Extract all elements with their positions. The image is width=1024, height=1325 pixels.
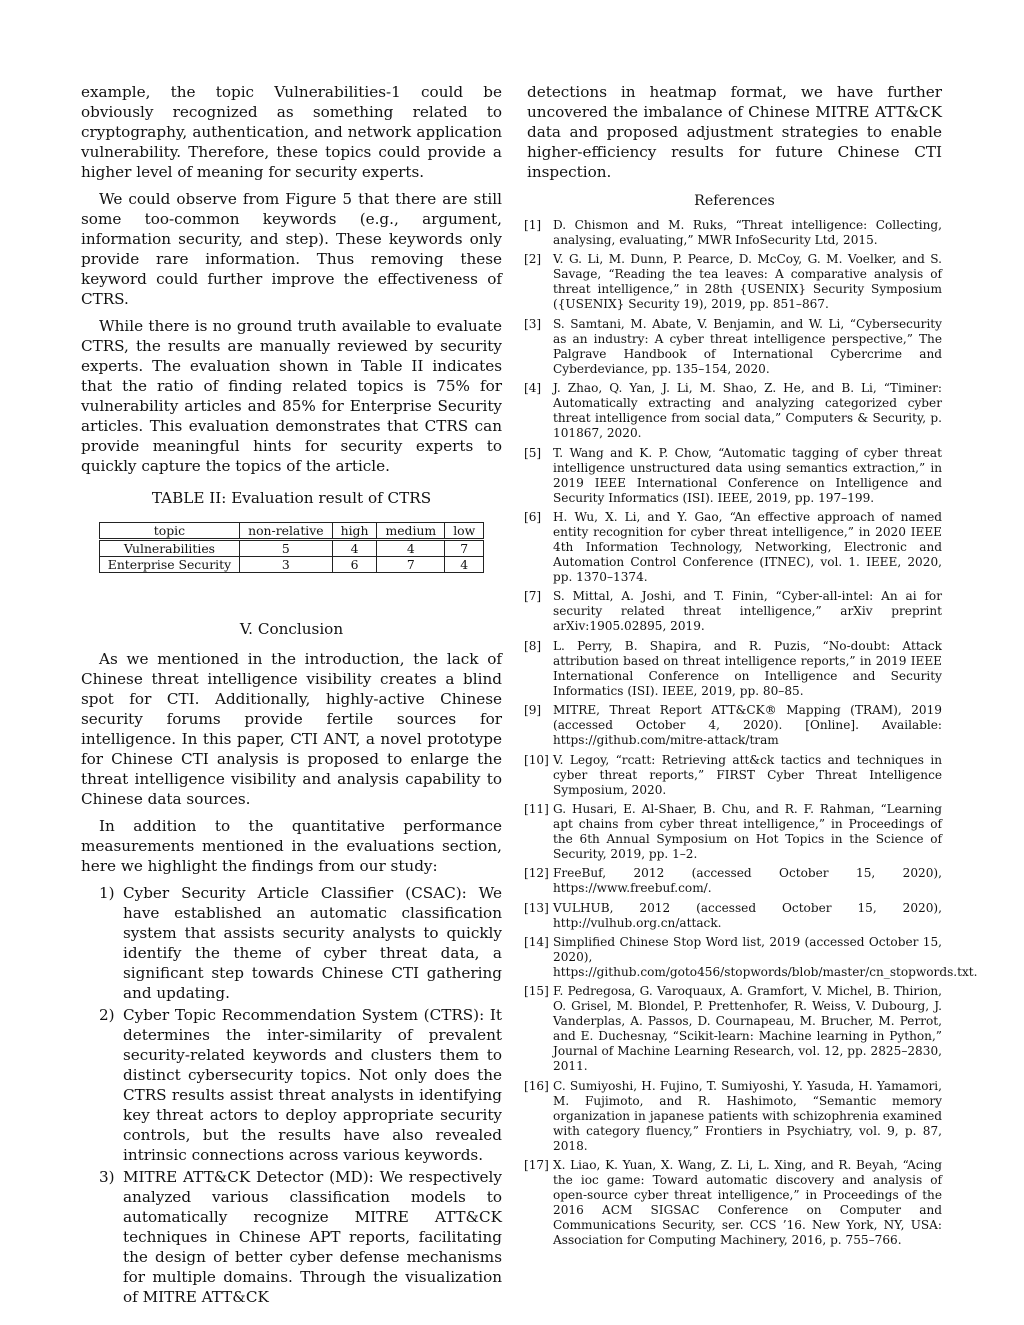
- table-row: [99, 540, 483, 557]
- reference-number: [13]: [524, 900, 549, 915]
- reference-text: D. Chismon and M. Ruks, “Threat intelligence: Collecting, analysing, evaluating,” MWR InfoSecurity Ltd, 2015.: [553, 218, 942, 247]
- reference-item: [524, 900, 942, 931]
- reference-number: [14]: [524, 935, 549, 950]
- references-list: [524, 218, 978, 1248]
- list-number: 1): [99, 884, 115, 902]
- reference-item: [524, 638, 942, 699]
- table-header-cell: topic: [99, 523, 239, 540]
- reference-number: [12]: [524, 866, 549, 881]
- list-item: [81, 1167, 502, 1307]
- list-number: 2): [99, 1006, 115, 1024]
- table-cell: 7: [377, 557, 445, 573]
- list-item-text: Cyber Security Article Classifier (CSAC): We have established an automatic classification system that assists security analysts to quickly identify the theme of cyber threat data, a significant step towards Chinese CTI gathering and updating.: [123, 884, 502, 1002]
- paragraph: In addition to the quantitative performance measurements mentioned in the evaluations section, here we highlight the findings from our study:: [81, 817, 502, 875]
- table-cell: 3: [240, 557, 333, 573]
- reference-item: [524, 381, 942, 441]
- table-cell: 6: [332, 557, 377, 573]
- table-row: [99, 557, 483, 573]
- table-header-cell: high: [332, 523, 377, 540]
- list-item-text: Cyber Topic Recommendation System (CTRS): It determines the inter-similarity of prevalent security-related keywords and clusters them to distinct cybersecurity topics. Not only does the CTRS results assist threat analysts in identifying key threat actors to deploy appropriate security controls, but the results have also revealed intrinsic connections across various keywords.: [123, 1006, 502, 1164]
- table-cell: 5: [240, 540, 333, 557]
- reference-text: FreeBuf, 2012 (accessed October 15, 2020), https://www.freebuf.com/.: [553, 866, 942, 896]
- list-item: [81, 1005, 502, 1165]
- list-item: [81, 883, 502, 1003]
- reference-number: [5]: [524, 445, 542, 460]
- table-cell: 4: [332, 540, 377, 557]
- reference-text: F. Pedregosa, G. Varoquaux, A. Gramfort, V. Michel, B. Thirion, O. Grisel, M. Blondel, P. Prettenhofer, R. Weiss, V. Dubourg, J. Vanderplas, A. Passos, D. Cournapeau, M. Brucher, M. Perrot, and E. Duchesnay, “Scikit-learn: Machine learning in Python,” Journal of Machine Learning Research, vol. 12, pp. 2825–2830, 2011.: [553, 984, 942, 1074]
- reference-text: V. Legoy, “rcatt: Retrieving att&ck tactics and techniques in cyber threat reports,” FIRST Cyber Threat Intelligence Symposium, 2020.: [553, 752, 942, 797]
- table-header-cell: medium: [377, 523, 445, 540]
- reference-text: Simplified Chinese Stop Word list, 2019 (accessed October 15, 2020), https://github.com/goto456/stopwords/blob/master/cn_stopwords.txt.: [553, 935, 978, 980]
- reference-number: [3]: [524, 316, 542, 331]
- table-header-row: [99, 523, 483, 540]
- reference-item: [524, 589, 942, 634]
- reference-item: [524, 316, 942, 377]
- table-header-cell: non-relative: [240, 523, 333, 540]
- reference-number: [11]: [524, 801, 549, 816]
- references-title: References: [694, 193, 775, 209]
- table-header-cell: low: [445, 523, 484, 540]
- reference-item: [524, 509, 942, 585]
- reference-number: [9]: [524, 703, 542, 718]
- paragraph: detections in heatmap format, we have further uncovered the imbalance of Chinese MITRE ATT&CK data and proposed adjustment strategies to enable higher-efficiency results for future Chinese CTI inspection.: [527, 83, 942, 181]
- reference-number: [2]: [524, 252, 542, 267]
- reference-item: [524, 752, 942, 798]
- reference-number: [7]: [524, 589, 542, 604]
- reference-text: H. Wu, X. Li, and Y. Gao, “An effective approach of named entity recognition for cyber threat intelligence,” in 2020 IEEE 4th Information Technology, Networking, Electronic and Automation Control Conference (ITNEC), vol. 1. IEEE, 2020, pp. 1370–1374.: [553, 509, 942, 584]
- table-caption: TABLE II: Evaluation result of CTRS: [151, 489, 432, 507]
- right-column: [524, 82, 978, 1253]
- reference-number: [17]: [524, 1158, 549, 1173]
- reference-text: T. Wang and K. P. Chow, “Automatic tagging of cyber threat intelligence unstructured data using semantics extraction,” in 2019 IEEE International Conference on Intelligence and Security Informatics (ISI). IEEE, 2019, pp. 197–199.: [553, 445, 942, 505]
- left-column: [81, 82, 502, 1309]
- table-cell: 4: [445, 557, 484, 573]
- reference-item: [524, 1158, 942, 1248]
- reference-text: G. Husari, E. Al-Shaer, B. Chu, and R. F. Rahman, “Learning apt chains from cyber threat intelligence,” in Proceedings of the 6th Annual Symposium on Hot Topics in the Science of Security, 2019, pp. 1–2.: [553, 801, 942, 861]
- paragraph: While there is no ground truth available to evaluate CTRS, the results are manually reviewed by security experts. The evaluation shown in Table II indicates that the ratio of finding related topics is 75% for vulnerability articles and 85% for Enterprise Security articles. This evaluation demonstrates that CTRS can provide meaningful hints for security experts to quickly capture the topics of the article.: [81, 317, 502, 475]
- findings-list: [81, 883, 502, 1307]
- reference-text: S. Samtani, M. Abate, V. Benjamin, and W. Li, “Cybersecurity as an industry: A cyber threat intelligence perspective,” The Palgrave Handbook of International Cybercrime and Cyberdeviance, pp. 135–154, 2020.: [553, 316, 942, 376]
- paragraph: As we mentioned in the introduction, the lack of Chinese threat intelligence visibility creates a blind spot for CTI. Additionally, highly-active Chinese security forums provide fertile sources for intelligence. In this paper, CTI ANT, a novel prototype for Chinese CTI analysis is proposed to enlarge the threat intelligence visibility and analysis capability to Chinese data sources.: [81, 650, 502, 808]
- reference-text: V. G. Li, M. Dunn, P. Pearce, D. McCoy, G. M. Voelker, and S. Savage, “Reading the tea leaves: A comparative analysis of threat intelligence,” in 28th {USENIX} Security Symposium ({USENIX} Security 19), 2019, pp. 851–867.: [553, 252, 942, 312]
- reference-number: [10]: [524, 752, 549, 767]
- reference-item: [524, 984, 942, 1074]
- reference-text: C. Sumiyoshi, H. Fujino, T. Sumiyoshi, Y. Yasuda, H. Yamamori, M. Fujimoto, and R. Hashimoto, “Semantic memory organization in japanese patients with schizophrenia examined with category fluency,” Frontiers in Psychiatry, vol. 9, p. 87, 2018.: [553, 1078, 942, 1153]
- reference-number: [1]: [524, 218, 542, 232]
- reference-item: [524, 445, 942, 506]
- reference-item: [524, 703, 942, 748]
- reference-number: [6]: [524, 509, 542, 524]
- paragraph: We could observe from Figure 5 that there are still some too-common keywords (e.g., argument, information security, and step). These keywords only provide rare information. Thus removing these keyword could further improve the effectiveness of CTRS.: [81, 190, 502, 308]
- reference-text: S. Mittal, A. Joshi, and T. Finin, “Cyber-all-intel: An ai for security related threat intelligence,” arXiv preprint arXiv:1905.02895, 2019.: [553, 589, 942, 634]
- table-cell: 4: [377, 540, 445, 557]
- list-item-text: MITRE ATT&CK Detector (MD): We respectively analyzed various classification models to automatically recognize MITRE ATT&CK techniques in Chinese APT reports, facilitating the design of better cyber defense mechanisms for multiple domains. Through the visualization of MITRE ATT&CK: [123, 1168, 502, 1306]
- reference-item: [524, 1078, 942, 1154]
- section-title: V. Conclusion: [239, 620, 344, 638]
- paragraph: example, the topic Vulnerabilities-1 could be obviously recognized as something related to cryptography, authentication, and network application vulnerability. Therefore, these topics could provide a higher level of meaning for security experts.: [81, 83, 502, 181]
- reference-item: [524, 801, 942, 862]
- table-cell: Vulnerabilities: [99, 540, 239, 557]
- reference-text: L. Perry, B. Shapira, and R. Puzis, “No-doubt: Attack attribution based on threat intelligence reports,” in 2019 IEEE International Conference on Intelligence and Security Informatics (ISI). IEEE, 2019, pp. 80–85.: [553, 638, 942, 698]
- reference-item: [524, 935, 978, 980]
- reference-item: [524, 218, 942, 248]
- reference-text: VULHUB, 2012 (accessed October 15, 2020), http://vulhub.org.cn/attack.: [553, 900, 942, 930]
- reference-number: [15]: [524, 984, 549, 999]
- reference-item: [524, 252, 942, 312]
- evaluation-table: [99, 522, 484, 573]
- reference-text: MITRE, Threat Report ATT&CK® Mapping (TRAM), 2019 (accessed October 4, 2020). [Online]. Available: https://github.com/mitre-attack/tram: [553, 703, 942, 748]
- reference-text: X. Liao, K. Yuan, X. Wang, Z. Li, L. Xing, and R. Beyah, “Acing the ioc game: Toward automatic discovery and analysis of open-source cyber threat intelligence,” in Proceedings of the 2016 ACM SIGSAC Conference on Computer and Communications Security, ser. CCS ’16. New York, NY, USA: Association for Computing Machinery, 2016, p. 755–766.: [553, 1158, 942, 1248]
- table-cell: Enterprise Security: [99, 557, 239, 573]
- reference-text: J. Zhao, Q. Yan, J. Li, M. Shao, Z. He, and B. Li, “Timiner: Automatically extracting and analyzing categorized cyber threat intelligence from social data,” Computers & Security, p. 101867, 2020.: [553, 381, 942, 441]
- reference-number: [16]: [524, 1078, 549, 1093]
- reference-number: [8]: [524, 638, 542, 653]
- reference-item: [524, 866, 942, 896]
- table-cell: 7: [445, 540, 484, 557]
- list-number: 3): [99, 1168, 115, 1186]
- reference-number: [4]: [524, 381, 542, 396]
